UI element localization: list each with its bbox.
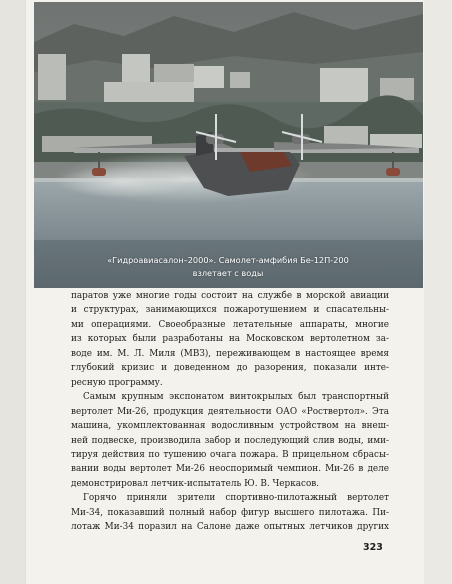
text-line: вертолет Ми-26, продукция деятельности ОАО «Роствертол». Эта: [71, 406, 389, 417]
paragraph: [71, 289, 389, 390]
text-line: машина, укомплектованная водосливным устройством на внеш-: [71, 421, 389, 432]
text-line: вании воды вертолет Ми-26 неоспоримый чемпион. Ми-26 в деле: [71, 464, 389, 475]
text-line: демонстрировал летчик-испытатель Ю. В. Черкасов.: [71, 478, 320, 489]
text-line: глубокий кризис и доведенном до разорения, показали инте-: [71, 363, 389, 374]
caption-line: «Гидроавиасалон–2000». Самолет-амфибия Бе-12П-200: [107, 255, 349, 265]
paragraph: [71, 390, 389, 491]
text-line: паратов уже многие годы состоит на службе в морской авиации: [71, 291, 389, 301]
text-line: из которых были разработаны на Московском вертолетном за-: [71, 334, 389, 345]
body-text: [71, 289, 389, 535]
text-line: лотаж Ми-34 поразил на Салоне даже опытных летчиков других: [71, 522, 389, 533]
text-line: ресную программу.: [71, 377, 163, 388]
caption-line: взлетает с воды: [192, 268, 264, 278]
text-line: ми операциями. Своеобразные летательные аппараты, многие: [71, 319, 389, 330]
text-line: и структурах, занимающихся пожаротушением и спасательны-: [71, 305, 389, 316]
text-line: Горячо приняли зрители спортивно-пилотажный вертолет: [83, 493, 389, 504]
text-line: ней подвеске, производила забор и последующий слив воды, ими-: [71, 435, 389, 446]
amphibian-aircraft-photo: [34, 2, 423, 288]
photo-caption: [40, 254, 416, 280]
text-line: тируя действия по тушению очага пожара. В прицельном сбрасы-: [71, 449, 389, 460]
text-line: воде им. М. Л. Миля (МВЗ), переживающем в настоящее время: [71, 348, 389, 359]
paragraph: [71, 491, 389, 534]
text-line: Самым крупным экспонатом винтокрылых был транспортный: [83, 392, 389, 403]
page-number: 323: [363, 542, 383, 553]
text-line: Ми-34, показавший полный набор фигур высшего пилотажа. Пи-: [71, 507, 389, 518]
page-edge: [424, 0, 452, 584]
